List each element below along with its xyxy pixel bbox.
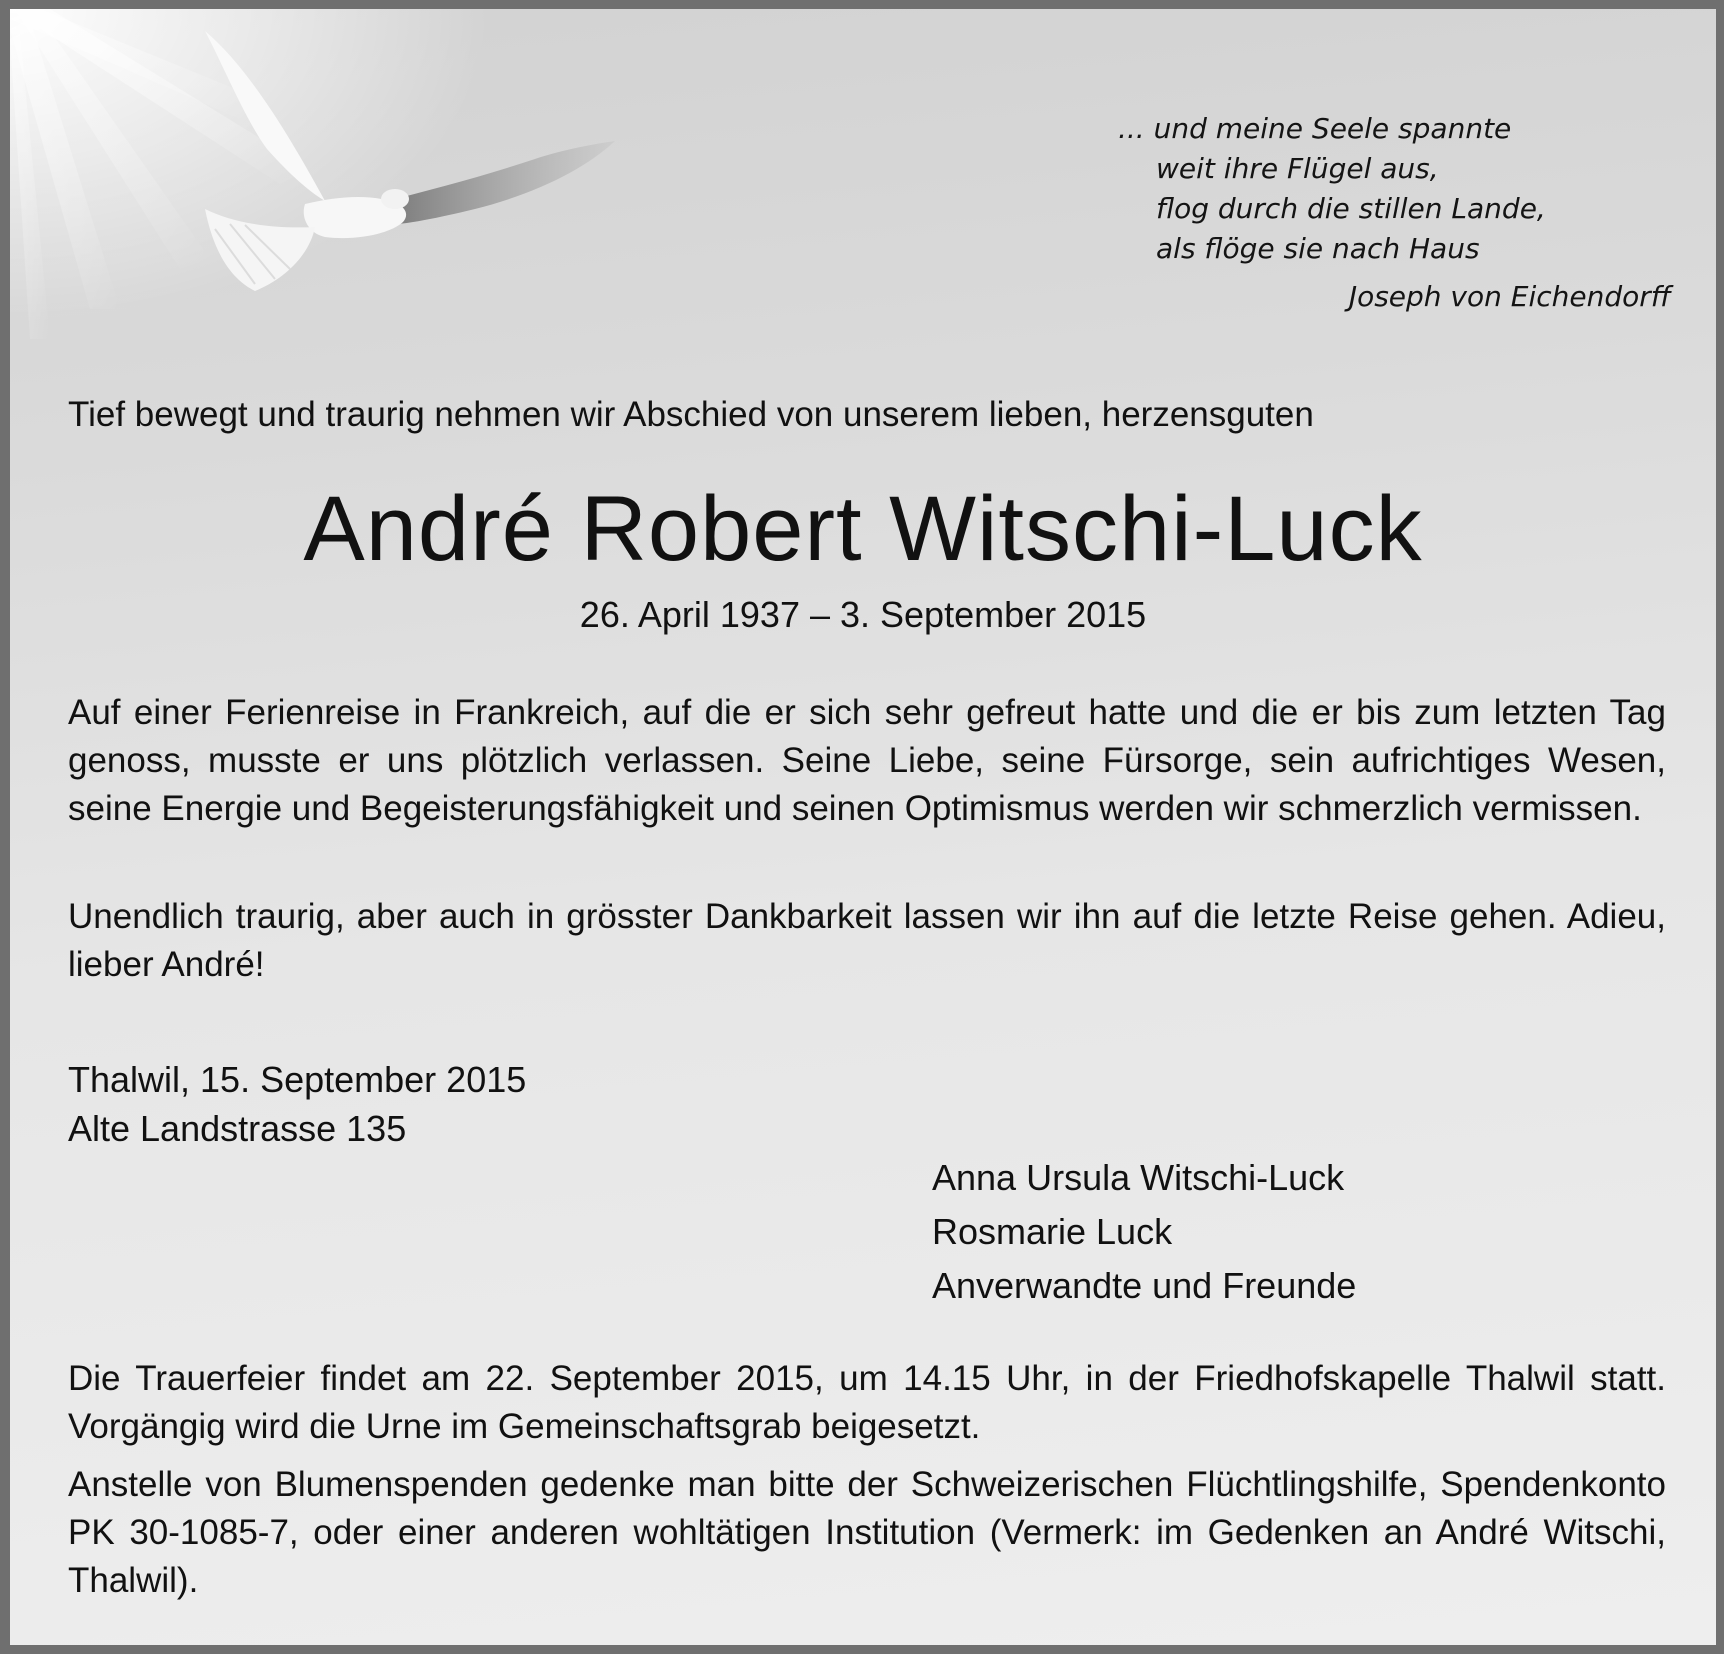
place-and-date (68, 1055, 526, 1153)
address-line: Alte Landstrasse 135 (68, 1108, 407, 1149)
mourner-name: Anna Ursula Witschi-Luck (932, 1157, 1345, 1198)
intro-text: Tief bewegt und traurig nehmen wir Abschied von unserem lieben, herzensguten (68, 395, 1314, 434)
ceremony-paragraph: Die Trauerfeier findet am 22. September 2015, um 14.15 Uhr, in der Friedhofskapelle Thalwil statt. Vorgängig wird die Urne im Gemeinschaftsgrab beigesetzt. (68, 1359, 1666, 1446)
farewell-paragraph: Unendlich traurig, aber auch in grösster Dankbarkeit lassen wir ihn auf die letzte Reise gehen. Adieu, lieber André! (68, 897, 1666, 984)
mourner-name: Anverwandte und Freunde (932, 1265, 1357, 1306)
obituary-notice (10, 9, 1716, 1645)
dove-icon (205, 29, 625, 299)
poem-line: weit ihre Flügel aus, (1156, 152, 1439, 185)
poem-line: ... und meine Seele spannte (1118, 112, 1512, 145)
poem-quote (1118, 109, 1678, 317)
mourner-name: Rosmarie Luck (932, 1211, 1173, 1252)
tribute-paragraph: Auf einer Ferienreise in Frankreich, auf die er sich sehr gefreut hatte und die er bis zum letzten Tag genoss, musste er uns plötzlich verlassen. Seine Liebe, seine Fürsorge, sein aufrichtiges Wesen, seine Energie und Begeisterungsfähigkeit und seinen Optimismus werden wir schmerzlich vermissen. (68, 693, 1666, 828)
poem-author: Joseph von Eichendorff (1348, 280, 1671, 313)
deceased-name: André Robert Witschi-Luck (303, 478, 1423, 580)
place-date-line: Thalwil, 15. September 2015 (68, 1059, 527, 1100)
mourners-list (932, 1151, 1356, 1313)
life-dates: 26. April 1937 – 3. September 2015 (579, 594, 1147, 635)
poem-line: flog durch die stillen Lande, (1156, 192, 1546, 225)
poem-line: als flöge sie nach Haus (1156, 232, 1480, 265)
donation-paragraph: Anstelle von Blumenspenden gedenke man bitte der Schweizerischen Flüchtlingshilfe, Spendenkonto PK 30-1085-7, oder einer anderen wohltätigen Institution (Vermerk: im Gedenken an André Witschi, Thalwil). (68, 1465, 1666, 1600)
